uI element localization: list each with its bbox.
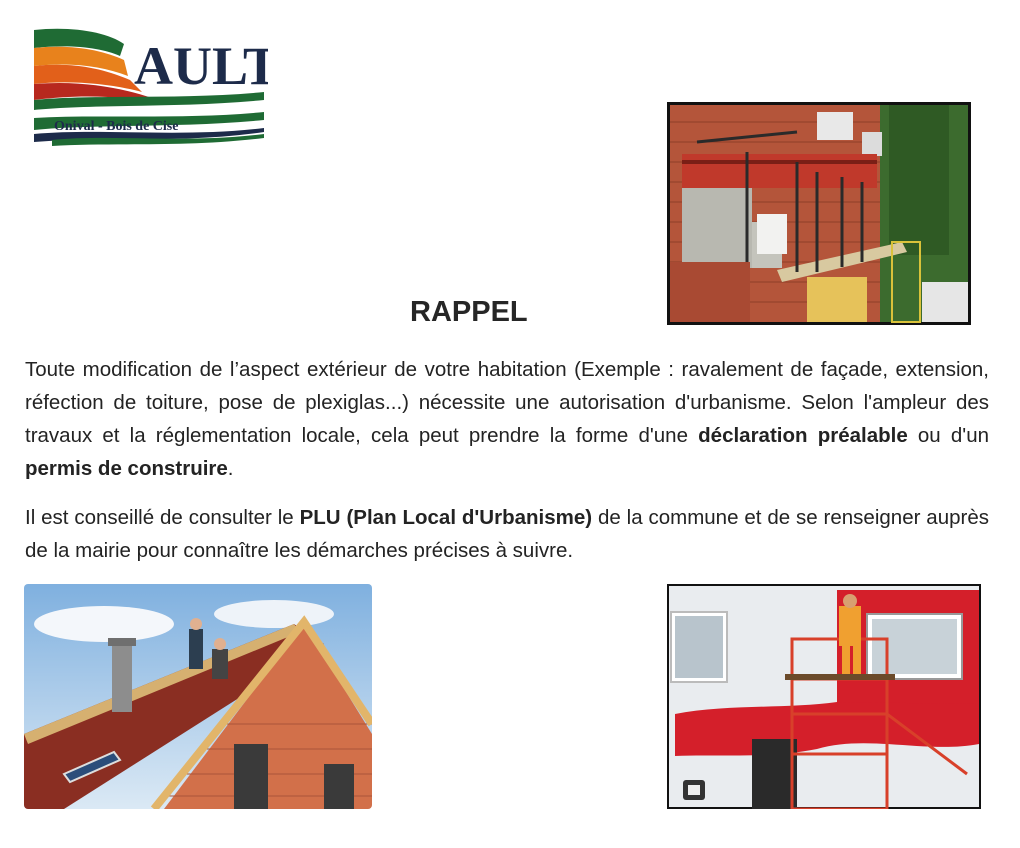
intro-bold-permis: permis de construire	[25, 457, 228, 480]
intro-bold-declaration: déclaration préalable	[698, 424, 908, 447]
intro-paragraph	[25, 353, 989, 485]
advice-paragraph	[25, 501, 989, 567]
advice-bold-plu: PLU (Plan Local d'Urbanisme)	[299, 506, 593, 529]
logo-graphic	[32, 26, 268, 150]
logo-subtitle: Onival - Bois de Cise	[54, 119, 179, 134]
roof-construction-photo	[24, 584, 372, 809]
facade-renovation-photo	[667, 102, 971, 325]
intro-text-b: ou d'un	[907, 424, 989, 447]
page-title: RAPPEL	[410, 296, 528, 328]
intro-text-a: Toute modification de l’aspect extérieur de votre habitation (Exemple : ravalement de façade, extension, réfection de toiture, pose de plexiglas...) nécessite une autorisation d'urbanisme. Selon l'ampleur des travaux et la réglementation locale, cela peut prendre la forme d'une	[25, 358, 989, 447]
ault-logo	[32, 26, 268, 150]
advice-text-b: de la commune et de se renseigner auprès de la mairie pour connaître les démarches précises à suivre.	[25, 506, 989, 562]
logo-name: AULT	[134, 36, 268, 96]
advice-text-a: Il est conseillé de consulter le	[25, 506, 300, 529]
intro-text-c: .	[227, 457, 234, 480]
facade-painting-photo	[667, 584, 981, 809]
